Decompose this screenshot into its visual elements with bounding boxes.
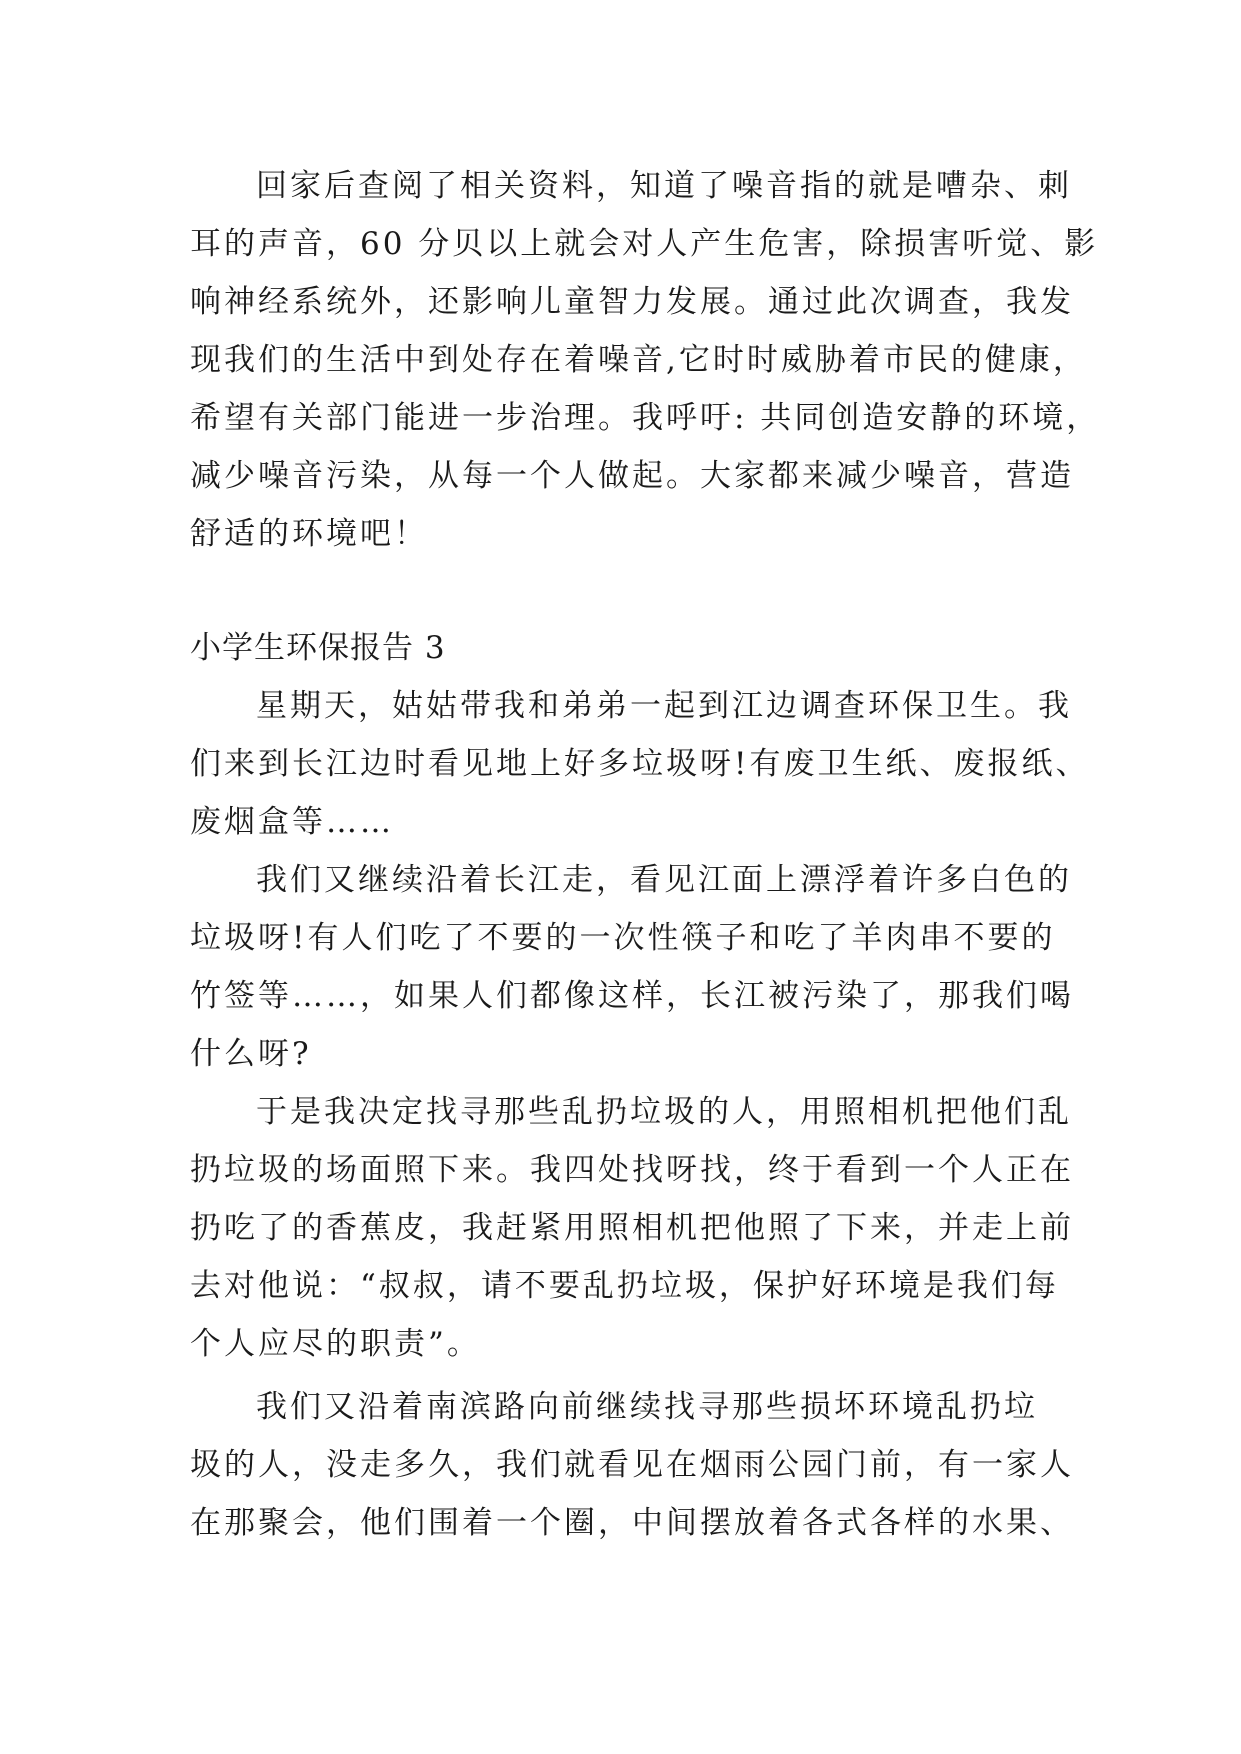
paragraph-line: 回家后查阅了相关资料，知道了噪音指的就是嘈杂、刺 [256, 168, 1072, 204]
paragraph-line: 什么呀? [190, 1036, 312, 1072]
paragraph-line: 舒适的环境吧！ [190, 516, 428, 552]
paragraph-line: 我们又沿着南滨路向前继续找寻那些损坏环境乱扔垃 [256, 1389, 1038, 1425]
paragraph-line: 扔垃圾的场面照下来。我四处找呀找，终于看到一个人正在 [190, 1152, 1074, 1188]
section-title: 小学生环保报告 3 [190, 630, 446, 666]
paragraph-line: 竹签等……，如果人们都像这样，长江被污染了，那我们喝 [190, 978, 1074, 1014]
paragraph-line: 去对他说：“叔叔，请不要乱扔垃圾，保护好环境是我们每 [190, 1268, 1059, 1304]
paragraph-line: 垃圾呀!有人们吃了不要的一次性筷子和吃了羊肉串不要的 [190, 920, 1056, 956]
paragraph-line: 圾的人，没走多久，我们就看见在烟雨公园门前，有一家人 [190, 1447, 1074, 1483]
paragraph-line: 星期天，姑姑带我和弟弟一起到江边调查环保卫生。我 [256, 688, 1072, 724]
paragraph-line: 响神经系统外，还影响儿童智力发展。通过此次调查，我发 [190, 284, 1074, 320]
paragraph-line: 希望有关部门能进一步治理。我呼吁: 共同创造安静的环境， [190, 400, 1101, 436]
paragraph-line: 现我们的生活中到处存在着噪音,它时时威胁着市民的健康， [190, 342, 1087, 378]
paragraph-line: 耳的声音，60 分贝以上就会对人产生危害，除损害听觉、影 [190, 226, 1099, 262]
paragraph-line: 个人应尽的职责”。 [190, 1326, 481, 1362]
paragraph-line: 在那聚会，他们围着一个圈，中间摆放着各式各样的水果、 [190, 1505, 1074, 1541]
paragraph-line: 减少噪音污染，从每一个人做起。大家都来减少噪音，营造 [190, 458, 1074, 494]
paragraph-line: 废烟盒等…… [190, 804, 394, 840]
paragraph-line: 于是我决定找寻那些乱扔垃圾的人，用照相机把他们乱 [256, 1094, 1072, 1130]
paragraph-line: 们来到长江边时看见地上好多垃圾呀!有废卫生纸、废报纸、 [190, 746, 1090, 782]
paragraph-line: 我们又继续沿着长江走，看见江面上漂浮着许多白色的 [256, 862, 1072, 898]
paragraph-line: 扔吃了的香蕉皮，我赶紧用照相机把他照了下来，并走上前 [190, 1210, 1074, 1246]
